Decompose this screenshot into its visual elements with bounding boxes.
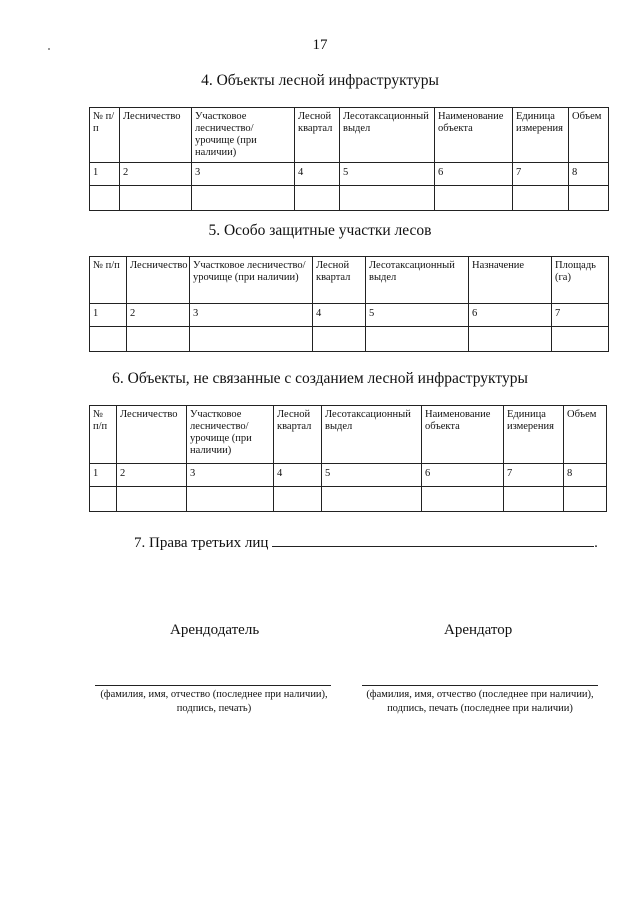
header-cell: Наименование объекта <box>435 108 513 163</box>
empty-cell[interactable] <box>295 186 340 211</box>
empty-cell[interactable] <box>187 487 274 512</box>
section-6-title: 6. Объекты, не связанные с созданием лесной инфраструктуры <box>112 370 528 387</box>
empty-cell[interactable] <box>190 327 313 352</box>
header-cell: Участковое лесничество/ урочище (при наличии) <box>187 406 274 464</box>
empty-cell[interactable] <box>192 186 295 211</box>
empty-cell[interactable] <box>117 487 187 512</box>
number-cell: 7 <box>504 464 564 487</box>
header-cell: Лесной квартал <box>295 108 340 163</box>
number-cell: 5 <box>340 163 435 186</box>
number-cell: 2 <box>127 304 190 327</box>
number-cell: 3 <box>187 464 274 487</box>
empty-cell[interactable] <box>90 327 127 352</box>
header-cell: № п/п <box>90 406 117 464</box>
third-party-rights-label: 7. Права третьих лиц <box>134 535 269 551</box>
lessee-signature-caption <box>350 688 610 716</box>
header-cell: Площадь (га) <box>552 257 609 304</box>
empty-cell[interactable] <box>469 327 552 352</box>
header-cell: Наименование объекта <box>422 406 504 464</box>
lessor-caption-line-2: подпись, печать) <box>176 703 252 714</box>
header-cell: Объем <box>569 108 609 163</box>
empty-cell[interactable] <box>340 186 435 211</box>
number-cell: 3 <box>192 163 295 186</box>
number-cell: 1 <box>90 304 127 327</box>
empty-cell[interactable] <box>274 487 322 512</box>
section-5-title: 5. Особо защитные участки лесов <box>208 222 432 239</box>
empty-cell[interactable] <box>120 186 192 211</box>
header-cell: Лесотаксационный выдел <box>340 108 435 163</box>
empty-cell[interactable] <box>552 327 609 352</box>
section-4-title: 4. Объекты лесной инфраструктуры <box>201 72 439 89</box>
number-cell: 4 <box>295 163 340 186</box>
lessor-title: Арендодатель <box>170 622 260 638</box>
number-row <box>90 464 607 487</box>
header-cell: № п/п <box>90 257 127 304</box>
header-cell: Объем <box>564 406 607 464</box>
lessee-title: Арендатор <box>444 622 513 638</box>
end-mark: . <box>594 535 598 551</box>
lessor-signature-caption <box>88 688 340 716</box>
number-cell: 5 <box>366 304 469 327</box>
header-cell: Лесотаксационный выдел <box>322 406 422 464</box>
number-row <box>90 163 609 186</box>
empty-cell[interactable] <box>322 487 422 512</box>
header-cell: Лесотаксационный выдел <box>366 257 469 304</box>
empty-cell[interactable] <box>366 327 469 352</box>
lessor-caption-line-1: (фамилия, имя, отчество (последнее при наличии), <box>100 689 328 700</box>
empty-cell[interactable] <box>313 327 366 352</box>
header-cell: № п/п <box>90 108 120 163</box>
header-cell: Участковое лесничество/урочище (при наличии) <box>190 257 313 304</box>
empty-cell[interactable] <box>513 186 569 211</box>
header-cell: Назначение <box>469 257 552 304</box>
number-cell: 2 <box>120 163 192 186</box>
header-row <box>90 257 609 304</box>
header-row <box>90 406 607 464</box>
number-cell: 2 <box>117 464 187 487</box>
header-cell: Лесной квартал <box>274 406 322 464</box>
third-party-rights-field[interactable] <box>272 532 594 547</box>
empty-cell[interactable] <box>569 186 609 211</box>
lessor-signature-line[interactable] <box>95 685 331 686</box>
empty-cell[interactable] <box>435 186 513 211</box>
lessee-signature-line[interactable] <box>362 685 598 686</box>
number-cell: 8 <box>569 163 609 186</box>
empty-cell[interactable] <box>504 487 564 512</box>
number-cell: 1 <box>90 163 120 186</box>
page-number: 17 <box>312 37 328 53</box>
header-cell: Единица измерения <box>513 108 569 163</box>
empty-row <box>90 186 609 211</box>
number-cell: 7 <box>552 304 609 327</box>
number-cell: 7 <box>513 163 569 186</box>
number-cell: 6 <box>435 163 513 186</box>
empty-row <box>90 487 607 512</box>
header-cell: Лесной квартал <box>313 257 366 304</box>
lessee-caption-line-2: подпись, печать (последнее при наличии) <box>387 703 573 714</box>
number-cell: 4 <box>313 304 366 327</box>
header-cell: Единица измерения <box>504 406 564 464</box>
infrastructure-table <box>89 107 609 211</box>
empty-row <box>90 327 609 352</box>
number-cell: 1 <box>90 464 117 487</box>
protected-areas-table <box>89 256 609 352</box>
empty-cell[interactable] <box>127 327 190 352</box>
header-cell: Лесничество <box>120 108 192 163</box>
number-cell: 3 <box>190 304 313 327</box>
empty-cell[interactable] <box>422 487 504 512</box>
header-cell: Участковое лесничество/урочище (при наличии) <box>192 108 295 163</box>
other-objects-table <box>89 405 607 512</box>
number-cell: 5 <box>322 464 422 487</box>
empty-cell[interactable] <box>90 186 120 211</box>
header-cell: Лесничество <box>117 406 187 464</box>
empty-cell[interactable] <box>564 487 607 512</box>
number-cell: 4 <box>274 464 322 487</box>
number-row <box>90 304 609 327</box>
lessee-caption-line-1: (фамилия, имя, отчество (последнее при наличии), <box>366 689 594 700</box>
number-cell: 6 <box>469 304 552 327</box>
third-party-rights <box>134 532 598 552</box>
empty-cell[interactable] <box>90 487 117 512</box>
number-cell: 6 <box>422 464 504 487</box>
header-row <box>90 108 609 163</box>
number-cell: 8 <box>564 464 607 487</box>
header-cell: Лесничество <box>127 257 190 304</box>
